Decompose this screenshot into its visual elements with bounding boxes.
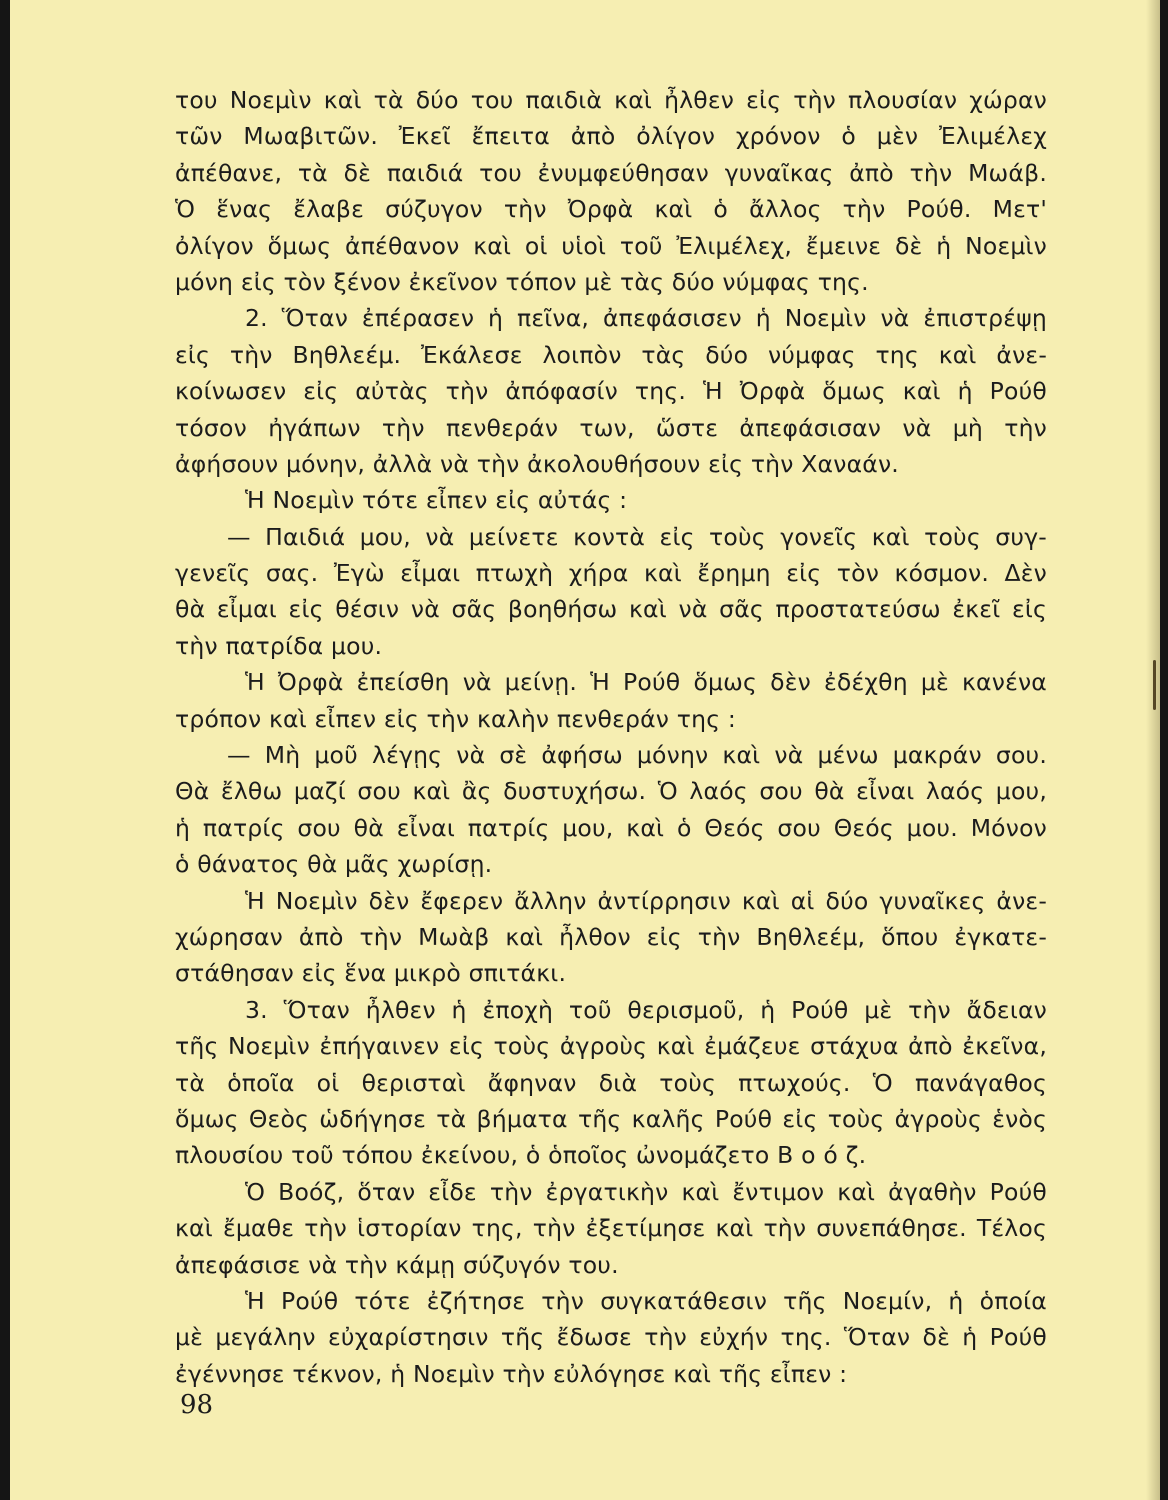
text-line: — Παιδιά μου, νὰ μείνετε κοντὰ εἰς τοὺς γονεῖς καὶ τοὺς συγ- <box>227 522 1047 551</box>
text-line: τὴν πατρίδα μου. <box>175 631 383 660</box>
text-line: τόσον ἠγάπων τὴν πενθεράν των, ὥστε ἀπεφάσισαν νὰ μὴ τὴν <box>175 413 1047 442</box>
book-page <box>10 0 1160 1500</box>
text-line: κοίνωσεν εἰς αὐτὰς τὴν ἀπόφασίν της. Ἡ Ὀρφὰ ὅμως καὶ ἡ Ρούθ <box>175 377 1047 406</box>
text-line: χώρησαν ἀπὸ τὴν Μωὰβ καὶ ἦλθον εἰς τὴν Βηθλεέμ, ὅπου ἐγκατε- <box>175 922 1047 951</box>
text-line: 2. Ὅταν ἐπέρασεν ἡ πεῖνα, ἀπεφάσισεν ἡ Νοεμὶν νὰ ἐπιστρέψῃ <box>245 304 1047 333</box>
text-line: τῆς Νοεμὶν ἐπήγαινεν εἰς τοὺς ἀγροὺς καὶ ἐμάζευε στάχυα ἀπὸ ἐκεῖνα, <box>175 1032 1047 1061</box>
text-line: θὰ εἶμαι εἰς θέσιν νὰ σᾶς βοηθήσω καὶ νὰ σᾶς προστατεύσω ἐκεῖ εἰς <box>175 595 1047 624</box>
text-line: ἡ πατρίς σου θὰ εἶναι πατρίς μου, καὶ ὁ Θεός σου Θεός μου. Μόνον <box>175 813 1047 842</box>
text-line: στάθησαν εἰς ἕνα μικρὸ σπιτάκι. <box>175 959 567 988</box>
page-number: 98 <box>180 1390 214 1420</box>
text-line: τὰ ὁποῖα οἱ θερισταὶ ἄφηναν διὰ τοὺς πτωχούς. Ὁ πανάγαθος <box>175 1068 1047 1097</box>
text-line: ὀλίγον ὅμως ἀπέθανον καὶ οἱ υἱοὶ τοῦ Ἐλιμέλεχ, ἔμεινε δὲ ἡ Νοεμὶν <box>175 231 1047 260</box>
text-line: τρόπον καὶ εἶπεν εἰς τὴν καλὴν πενθεράν της : <box>175 704 737 733</box>
text-line: ἐγέννησε τέκνον, ἡ Νοεμὶν τὴν εὐλόγησε καὶ τῆς εἶπεν : <box>175 1359 848 1388</box>
text-line: γενεῖς σας. Ἐγὼ εἶμαι πτωχὴ χήρα καὶ ἔρημη εἰς τὸν κόσμον. Δὲν <box>175 559 1047 588</box>
text-line: ἀπεφάσισε νὰ τὴν κάμῃ σύζυγόν του. <box>175 1250 619 1279</box>
text-line: του Νοεμὶν καὶ τὰ δύο του παιδιὰ καὶ ἦλθεν εἰς τὴν πλουσίαν χώραν <box>175 86 1047 114</box>
text-line: μὲ μεγάλην εὐχαρίστησιν τῆς ἔδωσε τὴν εὐχήν της. Ὅταν δὲ ἡ Ρούθ <box>175 1323 1047 1352</box>
text-line: Ὁ Βοόζ, ὅταν εἶδε τὴν ἐργατικὴν καὶ ἔντιμον καὶ ἀγαθὴν Ρούθ <box>245 1177 1047 1206</box>
text-line: 3. Ὅταν ἦλθεν ἡ ἐποχὴ τοῦ θερισμοῦ, ἡ Ρούθ μὲ τὴν ἄδειαν <box>245 995 1047 1024</box>
text-line: εἰς τὴν Βηθλεέμ. Ἐκάλεσε λοιπὸν τὰς δύο νύμφας της καὶ ἀνε- <box>175 340 1047 369</box>
text-line: Ὁ ἕνας ἔλαβε σύζυγον τὴν Ὀρφὰ καὶ ὁ ἄλλος τὴν Ρούθ. Μετ' <box>175 195 1047 224</box>
text-line: ἀπέθανε, τὰ δὲ παιδιά του ἐνυμφεύθησαν γυναῖκας ἀπὸ τὴν Μωάβ. <box>175 158 1047 187</box>
body-text <box>175 82 1047 1392</box>
text-line: πλουσίου τοῦ τόπου ἐκείνου, ὁ ὁποῖος ὠνομάζετο Β ο ό ζ. <box>175 1141 867 1170</box>
text-line: ὅμως Θεὸς ὡδήγησε τὰ βήματα τῆς καλῆς Ρούθ εἰς τοὺς ἀγροὺς ἑνὸς <box>175 1104 1047 1133</box>
text-line: Ἡ Νοεμὶν δὲν ἔφερεν ἄλλην ἀντίρρησιν καὶ αἱ δύο γυναῖκες ἀνε- <box>245 886 1047 915</box>
text-line: τῶν Μωαβιτῶν. Ἐκεῖ ἔπειτα ἀπὸ ὀλίγον χρόνον ὁ μὲν Ἐλιμέλεχ <box>175 122 1047 151</box>
text-line: Ἡ Νοεμὶν τότε εἶπεν εἰς αὐτάς : <box>245 486 628 515</box>
text-line: — Μὴ μοῦ λέγῃς νὰ σὲ ἀφήσω μόνην καὶ νὰ μένω μακράν σου. <box>227 741 1047 770</box>
text-line: καὶ ἔμαθε τὴν ἱστορίαν της, τὴν ἐξετίμησε καὶ τὴν συνεπάθησε. Τέλος <box>175 1214 1047 1243</box>
text-line: Ἡ Ὀρφὰ ἐπείσθη νὰ μείνῃ. Ἡ Ρούθ ὅμως δὲν ἐδέχθη μὲ κανένα <box>245 668 1047 697</box>
text-line: ὁ θάνατος θὰ μᾶς χωρίσῃ. <box>175 850 493 879</box>
text-line: ἀφήσουν μόνην, ἀλλὰ νὰ τὴν ἀκολουθήσουν εἰς τὴν Χαναάν. <box>175 449 899 478</box>
page-edge-mark <box>1153 660 1156 710</box>
text-line: Ἡ Ρούθ τότε ἐζήτησε τὴν συγκατάθεσιν τῆς Νοεμίν, ἡ ὁποία <box>245 1286 1047 1315</box>
text-line: Θὰ ἔλθω μαζί σου καὶ ἂς δυστυχήσω. Ὁ λαός σου θὰ εἶναι λαός μου, <box>175 777 1047 806</box>
text-line: μόνη εἰς τὸν ξένον ἐκεῖνον τόπον μὲ τὰς δύο νύμφας της. <box>175 267 869 296</box>
